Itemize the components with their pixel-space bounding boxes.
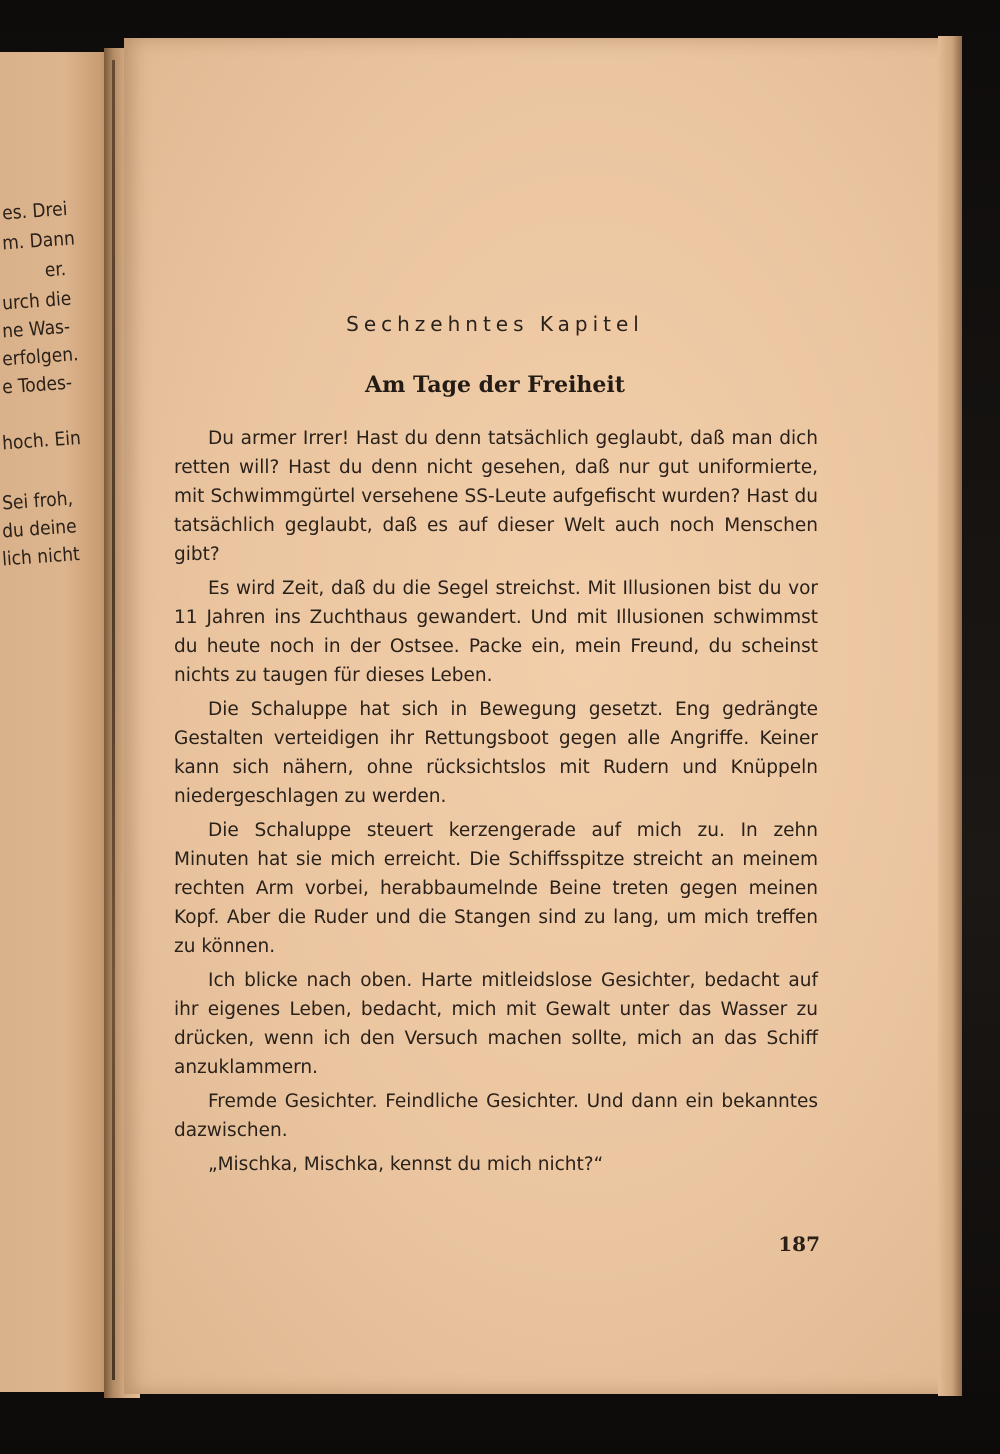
left-page-line: m. Dann bbox=[1, 227, 76, 255]
left-page-line: er. bbox=[44, 258, 67, 282]
left-page-line: es. Drei bbox=[1, 197, 69, 225]
paragraph: Ich blicke nach oben. Harte mitleidslose Gesichter, bedacht auf ihr eigenes Leben, bedacht, mich mit Gewalt unter das Wasser zu drücken, wenn ich den Versuch machen sollte, mich an das Schiff anzuklammern. bbox=[174, 970, 818, 1078]
chapter-title: Am Tage der Freiheit bbox=[365, 372, 625, 398]
paragraph: Fremde Gesichter. Feindliche Gesichter. Und dann ein bekanntes dazwischen. bbox=[174, 1091, 818, 1141]
paragraph: Es wird Zeit, daß du die Segel streichst. Mit Illusionen bist du vor 11 Jahren ins Zuchthaus gewandert. Und mit Illusionen schwimmst du heute noch in der Ostsee. Packe ein, mein Freund, du scheinst nichts zu taugen für dieses Leben. bbox=[174, 578, 818, 686]
left-page-line: du deine bbox=[1, 515, 78, 543]
left-page-line: ne Was- bbox=[1, 315, 71, 343]
binding-thread bbox=[112, 60, 115, 1380]
left-page-line: hoch. Ein bbox=[1, 426, 82, 455]
left-page-line: erfolgen. bbox=[1, 343, 80, 371]
left-page-line: Sei froh, bbox=[1, 487, 74, 515]
left-page-line: urch die bbox=[1, 287, 72, 315]
paragraph: Die Schaluppe hat sich in Bewegung gesetzt. Eng gedrängte Gestalten verteidigen ihr Rettungsboot gegen alle Angriffe. Keiner kann sich nähern, ohne rücksichtslos mit Rudern und Knüppeln niedergeschlagen zu werden. bbox=[174, 699, 818, 807]
page-number: 187 bbox=[778, 1232, 820, 1256]
paragraph: „Mischka, Mischka, kennst du mich nicht?“ bbox=[208, 1154, 604, 1175]
paragraph: Du armer Irrer! Hast du denn tatsächlich geglaubt, daß man dich retten will? Hast du denn nicht gesehen, daß nur gut uniformierte, mit Schwimmgürtel versehene SS-Leute aufgefischt wurden? Hast du tatsächlich geglaubt, daß es auf dieser Welt auch noch Menschen gibt? bbox=[174, 428, 818, 565]
left-page-line: lich nicht bbox=[1, 543, 81, 571]
chapter-label: Sechzehntes Kapitel bbox=[346, 312, 644, 336]
paragraph: Die Schaluppe steuert kerzengerade auf mich zu. In zehn Minuten hat sie mich erreicht. Die Schiffsspitze streicht an meinem rechten Arm vorbei, herabbaumelnde Beine treten gegen meinen Kopf. Aber die Ruder und die Stangen sind zu lang, um mich treffen zu können. bbox=[174, 820, 818, 957]
left-page bbox=[0, 52, 118, 1392]
left-page-line: e Todes- bbox=[1, 371, 73, 399]
page-edge bbox=[938, 36, 962, 1396]
body-text bbox=[174, 424, 818, 1184]
